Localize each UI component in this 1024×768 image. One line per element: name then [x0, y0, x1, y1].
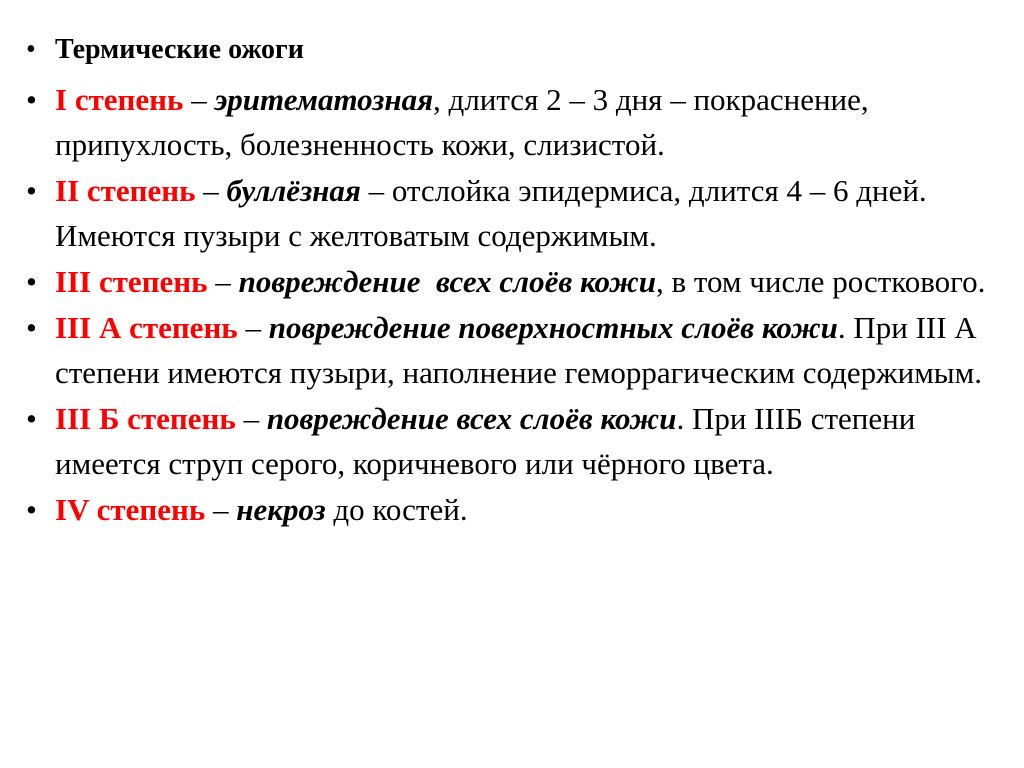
bullet-list: [26, 24, 996, 533]
degree-description: – отслойка эпидермиса, длится 4 – 6 дней. Имеются пузыри с желтоватым содержимым.: [55, 173, 927, 253]
bullet-mark: •: [26, 492, 37, 527]
degree-description: , в том числе росткового.: [655, 264, 986, 299]
bullet-mark: •: [26, 264, 37, 299]
bullet-mark: •: [26, 173, 37, 208]
degree-description: до костей.: [325, 492, 468, 527]
dash: –: [183, 82, 215, 117]
title-text: Термические ожоги: [55, 34, 304, 65]
degree-label: III А степень: [55, 310, 238, 345]
list-item-degree-3b: [26, 396, 996, 486]
degree-label: III Б степень: [55, 401, 236, 436]
degree-description: , длится 2 – 3 дня – покраснение, припухлость, болезненность кожи, слизистой.: [55, 82, 869, 162]
degree-term: буллёзная: [226, 173, 361, 208]
dash: –: [237, 310, 269, 345]
slide-title: [26, 24, 996, 76]
degree-term: эритематозная: [214, 82, 434, 117]
dash: –: [235, 401, 267, 436]
degree-term: повреждение всех слоёв кожи: [266, 401, 677, 436]
bullet-mark: •: [26, 34, 36, 65]
dash: –: [207, 264, 239, 299]
degree-label: I степень: [55, 82, 184, 117]
degree-term: повреждение поверхностных слоёв кожи: [268, 310, 838, 345]
list-item-degree-3a: [26, 305, 996, 395]
bullet-mark: •: [26, 310, 37, 345]
degree-label: IV степень: [55, 492, 206, 527]
degree-label: III степень: [55, 264, 208, 299]
list-item-degree-4: [26, 487, 996, 532]
bullet-mark: •: [26, 82, 37, 117]
dash: –: [195, 173, 227, 208]
dash: –: [205, 492, 237, 527]
degree-term: повреждение всех слоёв кожи: [238, 264, 656, 299]
degree-term: некроз: [236, 492, 326, 527]
degree-label: II степень: [55, 173, 196, 208]
list-item-degree-3: [26, 259, 996, 304]
list-item-degree-1: [26, 77, 996, 167]
degree-description: . При IIIБ степени имеется струп серого, коричневого или чёрного цвета.: [55, 401, 916, 481]
degree-description: . При III А степени имеются пузыри, наполнение геморрагическим содержимым.: [55, 310, 983, 390]
bullet-mark: •: [26, 401, 37, 436]
list-item-degree-2: [26, 168, 996, 258]
